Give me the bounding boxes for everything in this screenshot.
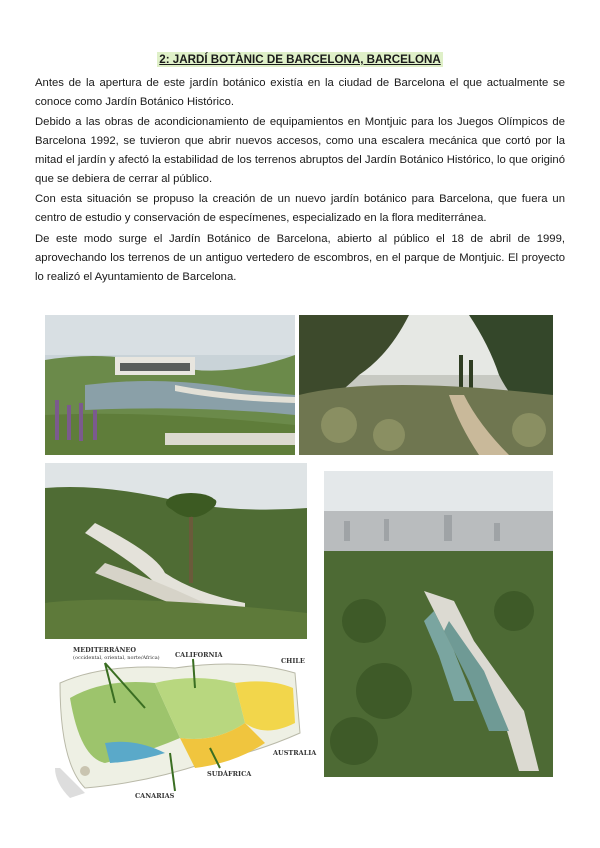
paragraph-olympics: Debido a las obras de acondicionamiento de equipamientos en Montjuic para los Juegos Olímpicos de Barcelona 1992, se tuvieron que abrir nuevos accesos, como una escalera mecánica que cortó por la mitad el jardín y afectó la estabilidad de los terrenos abruptos del Jardín Botánico Histórico, lo que originó que se debiera de cerrar al público. — [35, 116, 565, 185]
document-title — [0, 50, 600, 68]
garden-palm-photo — [45, 463, 307, 639]
garden-building-photo — [45, 315, 295, 455]
map-label-mediterraneo: MEDITERRÁNEO — [73, 646, 137, 654]
garden-path-photo — [299, 315, 553, 455]
map-label-california: CALIFORNIA — [175, 651, 223, 659]
map-label-canarias: CANARIAS — [135, 792, 175, 800]
map-label-australia: AUSTRALIA — [273, 749, 317, 757]
garden-aerial-photo — [324, 471, 553, 777]
map-label-sudafrica: SUDÁFRICA — [207, 770, 252, 778]
map-label-mediterraneo-sub: (occidental, oriental, norte/Africa) — [73, 655, 160, 661]
map-label-chile: CHILE — [281, 657, 305, 665]
paragraph-proposal: Con esta situación se propuso la creación de un nuevo jardín botánico para Barcelona, que fuera un centro de estudio y conservación de especímenes, especializado en la flora mediterránea. — [35, 193, 565, 224]
paragraph-history: Antes de la apertura de este jardín botánico existía en la ciudad de Barcelona el que actualmente se conoce como Jardín Botánico Histórico. — [35, 77, 565, 108]
document-title-text: 2: JARDÍ BOTÀNIC DE BARCELONA, BARCELONA — [159, 53, 441, 66]
garden-zone-map — [45, 643, 317, 804]
paragraph-opening: De este modo surge el Jardín Botánico de Barcelona, abierto al público el 18 de abril de 1999, aprovechando los terrenos de un antiguo vertedero de escombros, en el parque de Montjuic. El proyecto lo realizó el Ayuntamiento de Barcelona. — [35, 233, 565, 283]
